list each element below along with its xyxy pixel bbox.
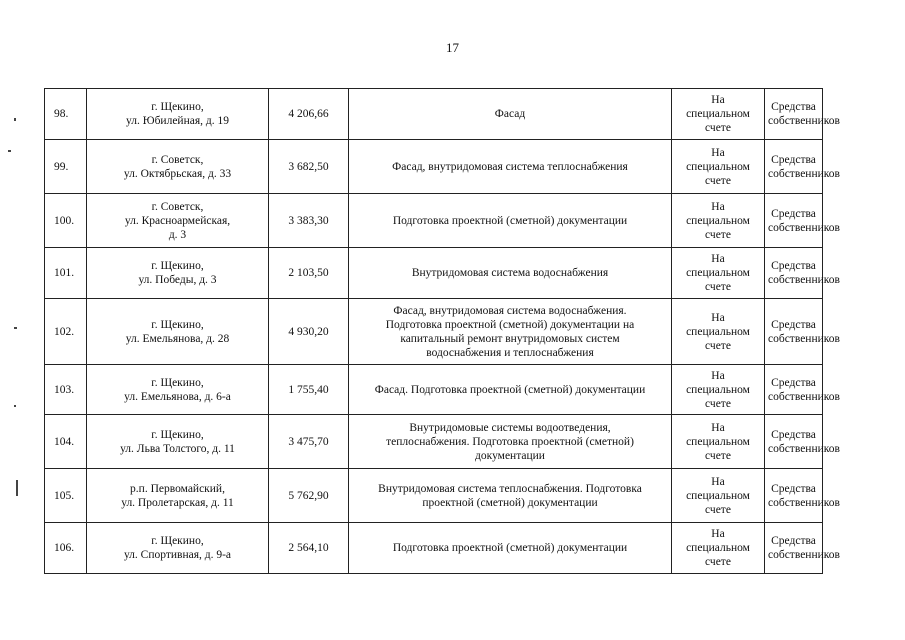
- source-line: Средства: [771, 260, 816, 272]
- account-cell: [672, 299, 765, 365]
- source-line: Средства: [771, 482, 816, 495]
- address-line: д. 3: [168, 228, 187, 241]
- row-number: 106.: [45, 523, 87, 574]
- account-line: счете: [705, 174, 731, 187]
- account-cell: [672, 415, 765, 469]
- source-cell: [765, 299, 840, 365]
- address-line: г. Щекино,: [151, 318, 204, 331]
- address-cell: [87, 299, 269, 365]
- account-cell: [672, 140, 765, 194]
- address-line: г. Щекино,: [151, 535, 204, 547]
- works-line: Подготовка проектной (сметной) документации на: [385, 318, 635, 331]
- address-line: р.п. Первомайский,: [130, 482, 225, 495]
- works-line: водоснабжения и теплоснабжения: [426, 346, 594, 359]
- address-cell: [87, 194, 269, 248]
- address-line: ул. Победы, д. 3: [138, 274, 217, 286]
- works-cell: [349, 365, 672, 415]
- account-line: счете: [705, 449, 731, 462]
- source-line: Средства: [771, 153, 816, 166]
- source-line: Средства: [771, 535, 816, 547]
- table-row: [45, 469, 823, 523]
- account-line: счете: [705, 228, 731, 241]
- account-cell: [672, 194, 765, 248]
- amount-cell: 3 383,30: [269, 194, 349, 248]
- address-line: ул. Октябрьская, д. 33: [123, 167, 232, 180]
- works-line: документации: [475, 449, 545, 462]
- source-line: Средства: [771, 376, 816, 389]
- works-line: Фасад, внутридомовая система теплоснабжения: [392, 160, 628, 173]
- source-line: Средства: [771, 101, 816, 113]
- account-line: На: [711, 528, 725, 540]
- table-row: [45, 140, 823, 194]
- account-line: специальном: [686, 383, 750, 396]
- works-line: Фасад. Подготовка проектной (сметной) документации: [374, 383, 646, 396]
- scan-artifact: [14, 118, 16, 121]
- page-number: 17: [446, 40, 459, 55]
- address-line: г. Щекино,: [151, 101, 204, 113]
- address-line: ул. Пролетарская, д. 11: [121, 496, 234, 509]
- source-cell: [765, 140, 840, 194]
- account-line: специальном: [686, 325, 750, 338]
- address-cell: [87, 89, 269, 140]
- works-line: Подготовка проектной (сметной) документации: [392, 214, 628, 227]
- address-cell: [87, 248, 269, 299]
- source-cell: [765, 469, 840, 523]
- account-line: счете: [705, 503, 731, 516]
- address-cell: [87, 415, 269, 469]
- source-line: собственников: [768, 442, 840, 455]
- amount-cell: 2 103,50: [269, 248, 349, 299]
- scan-artifact: [16, 480, 18, 496]
- address-line: ул. Емельянова, д. 6-а: [124, 390, 231, 403]
- row-number: 100.: [45, 194, 87, 248]
- source-cell: [765, 89, 840, 140]
- row-number: 101.: [45, 248, 87, 299]
- source-cell: [765, 365, 840, 415]
- address-line: ул. Емельянова, д. 28: [125, 332, 230, 345]
- works-cell: [349, 89, 672, 140]
- row-number: 102.: [45, 299, 87, 365]
- scan-artifact: [8, 150, 11, 152]
- account-cell: [672, 469, 765, 523]
- account-cell: [672, 248, 765, 299]
- repair-works-table: [44, 88, 840, 574]
- account-line: специальном: [686, 214, 750, 227]
- source-line: собственников: [768, 221, 840, 234]
- table-row: [45, 248, 823, 299]
- source-line: собственников: [768, 496, 840, 509]
- source-cell: [765, 194, 840, 248]
- table-row: [45, 523, 823, 574]
- address-cell: [87, 469, 269, 523]
- works-line: Внутридомовая система теплоснабжения. Подготовка: [378, 482, 642, 495]
- account-line: специальном: [686, 160, 750, 173]
- works-line: проектной (сметной) документации: [422, 496, 598, 509]
- address-line: г. Щекино,: [151, 428, 204, 441]
- amount-cell: 3 475,70: [269, 415, 349, 469]
- amount-cell: 5 762,90: [269, 469, 349, 523]
- address-line: г. Щекино,: [151, 376, 204, 389]
- works-cell: [349, 140, 672, 194]
- source-line: собственников: [768, 167, 840, 180]
- source-line: собственников: [768, 390, 840, 403]
- account-line: счете: [705, 397, 731, 410]
- works-line: теплоснабжения. Подготовка проектной (сметной): [386, 435, 634, 448]
- row-number: 104.: [45, 415, 87, 469]
- address-cell: [87, 523, 269, 574]
- amount-cell: 4 206,66: [269, 89, 349, 140]
- row-number: 105.: [45, 469, 87, 523]
- works-line: Фасад, внутридомовая система водоснабжения.: [393, 304, 627, 317]
- account-line: специальном: [686, 542, 750, 554]
- source-cell: [765, 415, 840, 469]
- source-line: Средства: [771, 207, 816, 220]
- address-line: ул. Юбилейная, д. 19: [126, 115, 229, 127]
- account-line: На: [711, 475, 725, 488]
- source-line: собственников: [768, 115, 840, 127]
- account-line: счете: [705, 281, 731, 293]
- address-line: ул. Спортивная, д. 9-а: [123, 549, 232, 561]
- source-line: Средства: [771, 318, 816, 331]
- table-row: [45, 365, 823, 415]
- account-line: специальном: [686, 435, 750, 448]
- account-line: специальном: [686, 108, 750, 120]
- address-cell: [87, 140, 269, 194]
- works-cell: [349, 299, 672, 365]
- account-line: счете: [705, 339, 731, 352]
- source-line: собственников: [768, 274, 840, 286]
- source-cell: [765, 523, 840, 574]
- amount-cell: 4 930,20: [269, 299, 349, 365]
- account-cell: [672, 89, 765, 140]
- table-row: [45, 415, 823, 469]
- account-cell: [672, 365, 765, 415]
- scan-artifact: [14, 405, 16, 407]
- table-row: [45, 194, 823, 248]
- works-cell: [349, 469, 672, 523]
- row-number: 103.: [45, 365, 87, 415]
- address-line: ул. Красноармейская,: [124, 214, 231, 227]
- works-cell: [349, 248, 672, 299]
- source-line: Средства: [771, 428, 816, 441]
- account-cell: [672, 523, 765, 574]
- account-line: На: [711, 200, 725, 213]
- amount-cell: 3 682,50: [269, 140, 349, 194]
- account-line: На: [711, 146, 725, 159]
- works-line: Подготовка проектной (сметной) документации: [392, 542, 628, 554]
- row-number: 99.: [45, 140, 87, 194]
- source-line: собственников: [768, 332, 840, 345]
- works-line: Внутридомовая система водоснабжения: [411, 267, 609, 279]
- table-row: [45, 89, 823, 140]
- table-row: [45, 299, 823, 365]
- account-line: специальном: [686, 489, 750, 502]
- account-line: счете: [705, 556, 731, 568]
- account-line: На: [711, 311, 725, 324]
- works-line: Внутридомовые системы водоотведения,: [409, 421, 611, 434]
- row-number: 98.: [45, 89, 87, 140]
- account-line: На: [711, 421, 725, 434]
- account-line: специальном: [686, 267, 750, 279]
- works-line: Фасад: [494, 108, 526, 120]
- scan-artifact: [14, 327, 17, 329]
- account-line: На: [711, 253, 725, 265]
- works-cell: [349, 194, 672, 248]
- works-cell: [349, 523, 672, 574]
- works-line: капитальный ремонт внутридомовых систем: [400, 332, 620, 345]
- address-line: г. Советск,: [151, 153, 204, 166]
- account-line: На: [711, 369, 725, 382]
- address-cell: [87, 365, 269, 415]
- address-line: ул. Льва Толстого, д. 11: [120, 442, 235, 455]
- source-line: собственников: [768, 549, 840, 561]
- amount-cell: 1 755,40: [269, 365, 349, 415]
- address-line: г. Щекино,: [151, 260, 204, 272]
- account-line: На: [711, 94, 725, 106]
- account-line: счете: [705, 122, 731, 134]
- amount-cell: 2 564,10: [269, 523, 349, 574]
- source-cell: [765, 248, 840, 299]
- works-cell: [349, 415, 672, 469]
- address-line: г. Советск,: [151, 200, 204, 213]
